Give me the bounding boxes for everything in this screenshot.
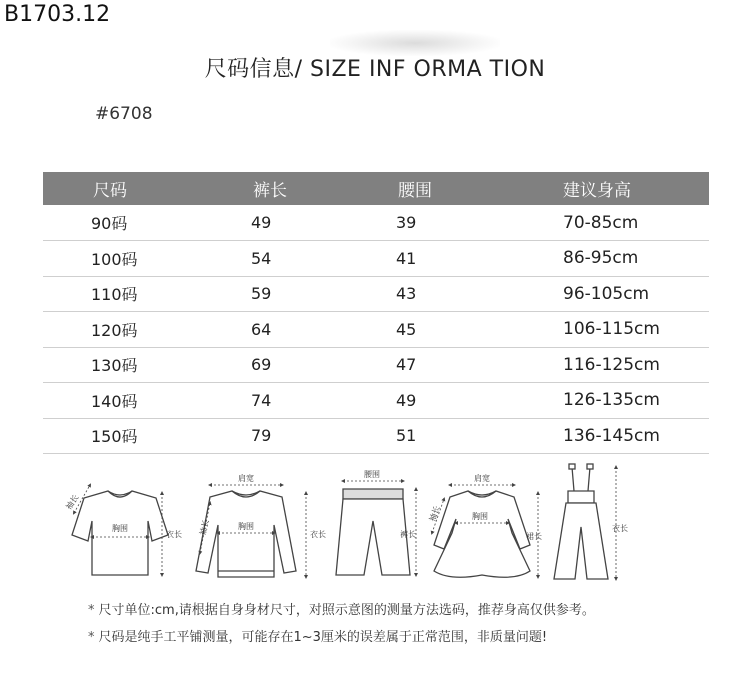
cell-size: 100码: [91, 249, 138, 269]
cell-pants-length: 79: [251, 426, 272, 446]
cell-height: 96-105cm: [563, 283, 650, 304]
sweater-length-label: 衣长: [310, 530, 326, 539]
note-text: 尺寸单位:cm,请根据自身身材尺寸，对照示意图的测量方法选码，推荐身高仅供参考。: [98, 603, 595, 618]
measurement-diagrams: [60, 463, 660, 588]
cell-pants-length: 54: [251, 248, 272, 268]
table-row: [43, 205, 709, 241]
table-row: [43, 241, 709, 277]
pants-waist-label: 腰围: [364, 470, 380, 479]
header-waist: 腰围: [398, 181, 432, 201]
cell-waist: 39: [396, 213, 417, 232]
cell-waist: 51: [396, 426, 417, 446]
table-row: [43, 418, 709, 454]
overalls-length-label: 衣长: [612, 524, 628, 533]
cell-waist: 47: [396, 355, 417, 375]
dress-diagram: [432, 485, 538, 577]
overalls-diagram: [554, 464, 616, 579]
header-size: 尺码: [93, 181, 127, 201]
cell-pants-length: 64: [251, 319, 272, 339]
header-pants-length: 裤长: [253, 181, 287, 201]
dress-length-label: 裙长: [526, 532, 542, 541]
cell-size: 140码: [91, 391, 138, 411]
cell-pants-length: 49: [251, 213, 272, 232]
cell-height: 86-95cm: [563, 248, 639, 269]
cell-waist: 41: [396, 248, 417, 268]
cell-waist: 43: [396, 284, 417, 304]
sweater-chest-label: 胸围: [238, 522, 254, 531]
tshirt-length-label: 衣长: [166, 530, 182, 539]
cell-height: 126-135cm: [563, 390, 660, 411]
dress-shoulder-label: 肩宽: [474, 474, 490, 483]
table-row: [43, 276, 709, 312]
header-height: 建议身高: [563, 181, 631, 201]
cell-waist: 45: [396, 319, 417, 339]
cell-size: 150码: [91, 427, 138, 447]
product-code: B1703.12: [4, 2, 111, 27]
cell-waist: 49: [396, 390, 417, 410]
cell-height: 70-85cm: [563, 212, 639, 233]
table-header-row: [43, 172, 709, 205]
note-text: 尺码是纯手工平铺测量，可能存在1~3厘米的误差属于正常范围，非质量问题!: [98, 630, 548, 645]
table-row: [43, 347, 709, 383]
cell-size: 130码: [91, 356, 138, 376]
table-row: [43, 312, 709, 348]
dress-sleeve-label: 袖长: [427, 504, 442, 523]
cell-size: 110码: [91, 285, 138, 305]
sweater-diagram: [196, 485, 306, 577]
pants-diagram: [336, 481, 416, 575]
size-table: [43, 172, 709, 454]
page-title: 尺码信息/ SIZE INF ORMA TION: [204, 57, 546, 82]
note-line: [88, 599, 595, 618]
note-marker: *: [88, 630, 95, 645]
sweater-sleeve-label: 袖长: [198, 518, 211, 537]
table-row: [43, 383, 709, 419]
cell-height: 116-125cm: [563, 354, 660, 375]
note-marker: *: [88, 603, 95, 618]
cell-size: 120码: [91, 320, 138, 340]
sweater-shoulder-label: 肩宽: [238, 474, 254, 483]
tshirt-chest-label: 胸围: [112, 524, 128, 533]
cell-pants-length: 69: [251, 355, 272, 375]
tshirt-sleeve-label: 袖长: [64, 493, 81, 512]
dress-chest-label: 胸围: [472, 512, 488, 521]
cell-size: 90码: [91, 214, 128, 233]
note-line: [88, 626, 547, 645]
cell-height: 136-145cm: [563, 425, 660, 446]
pants-length-label: 裤长: [400, 530, 416, 539]
cell-height: 106-115cm: [563, 319, 660, 340]
model-number: #6708: [95, 104, 153, 124]
cell-pants-length: 74: [251, 390, 272, 410]
cell-pants-length: 59: [251, 284, 272, 304]
